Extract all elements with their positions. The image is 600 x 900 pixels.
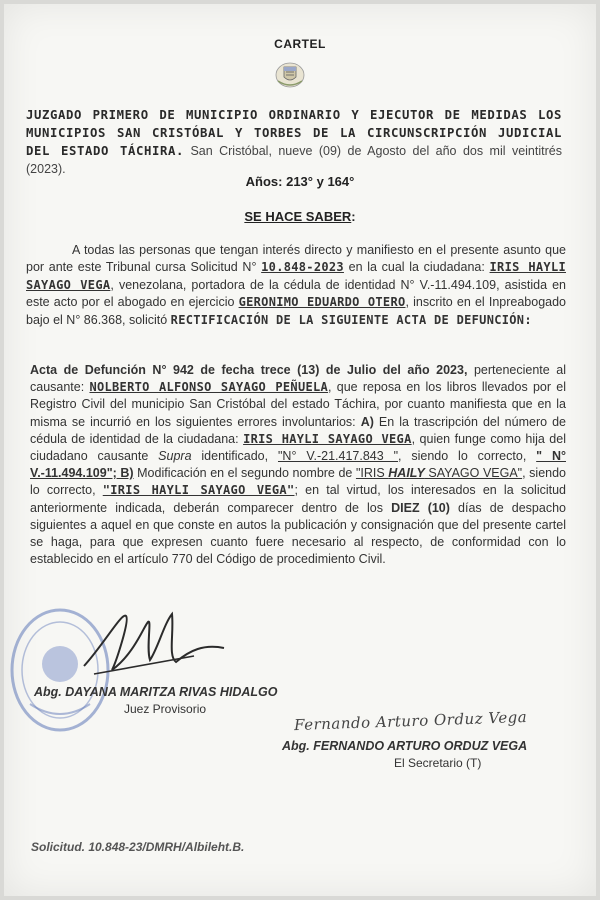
rectification-heading: RECTIFICACIÓN DE LA SIGUIENTE ACTA DE DEFUNCIÓN: [170,312,532,327]
secretary-title: El Secretario (T) [394,756,482,770]
p2-text-10: días de despacho siguientes a aquel en que conste en autos la publicación y consignación que del presente cartel se haga, para que expresen cuanto fuere necesario al respecto, de conformidad con lo establecido en el artículo 770 del Código de procedimiento Civil. [30,500,566,567]
applicant-name: IRIS HAYLI SAYAGO VEGA [26,260,566,292]
issue-date: San Cristóbal, nueve (09) de Agosto del año dos mil veintitrés (2023). [26,144,562,176]
court-name: JUZGADO PRIMERO DE MUNICIPIO ORDINARIO Y EJECUTOR DE MEDIDAS LOS MUNICIPIOS SAN CRISTÓBAL Y TORBES DE LA CIRCUNSCRIPCIÓN JUDICIAL DEL ESTADO TÁCHIRA. [26,108,562,158]
p2-text-8: , siendo lo correcto, [30,466,567,498]
p2-text-7: Modificación en el segundo nombre de [133,466,356,481]
p2-text-3: En la trascripción del número de cédula de identidad de la ciudadana: [30,414,566,446]
secretary-handwriting: Fernando Arturo Orduz Vega [293,707,528,735]
judge-name: Abg. DAYANA MARITZA RIVAS HIDALGO [34,685,278,699]
wrong-name-part-2: HAILY [388,466,425,481]
years-line: Años: 213° y 164° [245,174,355,189]
request-number: 10.848-2023 [261,260,344,275]
coat-of-arms-icon [272,59,308,89]
daughter-name: IRIS HAYLI SAYAGO VEGA [243,431,412,446]
death-certificate-ref: Acta de Defunción N° 942 de fecha trece (13) de Julio del año 2023, [30,363,468,377]
judge-signature-icon [64,604,234,684]
footer-reference: Solicitud. 10.848-23/DMRH/Albileht.B. [31,840,245,854]
p1-text-3: , venezolana, portadora de la cédula de identidad N° V.-11.494.109, asistida en este acto por el abogado en ejercicio [26,277,567,310]
document-title: CARTEL [274,37,326,51]
correct-id-number: " N° V.-11.494.109"; B) [30,449,566,481]
error-a-label: A) [360,414,374,429]
notice-heading [4,209,596,224]
p1-text-1: A todas las personas que tengan interés directo y manifiesto en el presente asunto que por ante este Tribunal cursa Solicitud N° [26,243,566,275]
notice-heading-colon: : [351,209,356,224]
p2-text-4: , quien funge como hija del ciudadano causante [30,431,566,464]
court-heading [26,106,562,178]
wrong-name-part-1: "IRIS [355,466,389,481]
lawyer-name: GERONIMO EDUARDO OTERO [238,295,406,310]
paragraph-intro [26,242,566,329]
paragraph-details [30,362,566,568]
p1-text-2: en la cual la ciudadana: [343,260,490,275]
correct-name: "IRIS HAYLI SAYAGO VEGA" [102,483,295,498]
p2-text-9: ; en tal virtud, los interesados en la solicitud anteriormente indicada, deberán comparecer dentro de los [30,483,567,515]
judge-title: Juez Provisorio [124,702,207,716]
p2-text-1: perteneciente al causante: [30,363,566,395]
p2-text-6: , siendo lo correcto, [398,449,537,464]
p1-text-4: , inscrito en el Inpreabogado bajo el N° 86.368, solicitó [26,295,567,327]
secretary-name: Abg. FERNANDO ARTURO ORDUZ VEGA [282,739,528,753]
deadline-days: DIEZ (10) [391,500,450,515]
deceased-name: NOLBERTO ALFONSO SAYAGO PEÑUELA [89,380,329,395]
wrong-id-number: "N° V.-21.417.843 " [277,449,399,464]
p2-text-2: , que reposa en los libros llevados por el Registro Civil del municipio San Cristóbal del estado Táchira, por cuanto manifiesta que en la misma se incurrió en los siguientes errores involuntarios: [30,380,566,429]
document-sheet [4,4,596,896]
notice-heading-text: SE HACE SABER [244,209,352,224]
p2-text-5: identificado, [191,449,278,464]
wrong-name-part-3: SAYAGO VEGA" [424,466,523,481]
supra-word: Supra [158,449,192,464]
